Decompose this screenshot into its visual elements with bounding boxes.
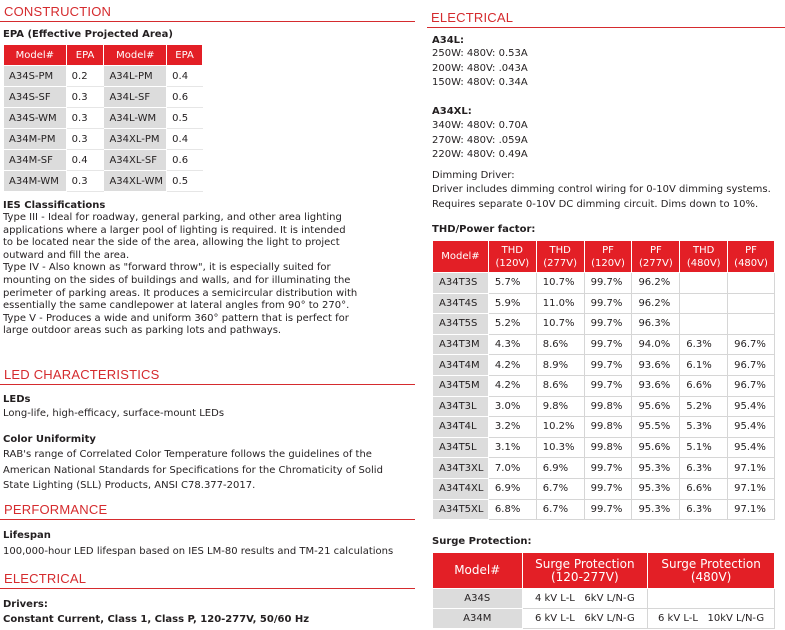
text-line: large outdoor areas such as parking lots and pathways. (3, 325, 282, 337)
epa-header-cell: EPA (66, 45, 104, 66)
text-line: 150W: 480V: 0.34A (432, 77, 528, 88)
surge-header-row (433, 553, 775, 589)
thd-value-cell: 8.6% (536, 375, 584, 396)
surge-row (433, 589, 775, 609)
epa-value-cell: 0.3 (66, 129, 104, 150)
thd-header-line: PF (745, 244, 757, 256)
thd-value-cell (728, 293, 775, 314)
construction-title: CONSTRUCTION (0, 3, 415, 22)
text-line: outward and fill the area. (3, 249, 130, 261)
thd-value-cell: 6.9% (536, 458, 584, 479)
text-line: 270W: 480V: .059A (432, 134, 528, 146)
thd-row (433, 293, 775, 314)
epa-value-cell: 0.5 (167, 171, 203, 192)
thd-value-cell: 4.3% (488, 334, 536, 355)
thd-row (433, 334, 775, 355)
epa-value-cell: 0.5 (167, 108, 203, 129)
thd-value-cell: 5.7% (488, 273, 536, 294)
thd-value-cell: 99.7% (584, 273, 632, 294)
text-line: 340W: 480V: 0.70A (432, 120, 528, 131)
thd-value-cell: 7.0% (488, 458, 536, 479)
thd-value-cell: 96.3% (632, 314, 680, 335)
epa-model-cell: A34L-WM (104, 108, 167, 129)
ies-heading: IES Classifications (3, 200, 106, 211)
thd-value-cell: 3.0% (488, 396, 536, 417)
thd-value-cell: 99.7% (584, 458, 632, 479)
thd-value-cell: 95.4% (728, 437, 775, 458)
thd-value-cell: 6.7% (536, 499, 584, 520)
thd-value-cell: 8.6% (536, 334, 584, 355)
thd-row (433, 417, 775, 438)
led-title: LED CHARACTERISTICS (0, 366, 415, 385)
surge-value-cell: 6 kV L-L 6kV L/N-G (522, 609, 648, 629)
thd-header-line: PF (602, 244, 614, 256)
thd-value-cell: 4.2% (488, 355, 536, 376)
surge-header-line: Surge Protection (661, 556, 761, 571)
text-line: 220W: 480V: 0.49A (432, 149, 528, 160)
epa-model-cell: A34S-SF (4, 87, 67, 108)
performance-title: PERFORMANCE (0, 501, 415, 520)
text-line: mounting on the sides of buildings and walls, and for illuminating the (3, 274, 351, 286)
epa-value-cell: 0.6 (167, 87, 203, 108)
color-uniformity-text (3, 447, 415, 494)
epa-value-cell: 0.3 (66, 171, 104, 192)
thd-value-cell: 95.6% (632, 437, 680, 458)
surge-table (432, 552, 775, 629)
thd-header-line: (277V) (639, 257, 673, 269)
thd-header-line: (120V) (591, 257, 625, 269)
thd-model-cell: A34T3L (433, 396, 489, 417)
thd-value-cell: 97.1% (728, 458, 775, 479)
surge-header-line: Model# (454, 563, 501, 577)
epa-table (3, 44, 203, 192)
surge-heading: Surge Protection: (432, 536, 532, 547)
text-line: State Lighting (SLL) Products, ANSI C78.377-2017. (3, 480, 256, 492)
thd-value-cell: 6.8% (488, 499, 536, 520)
thd-value-cell: 10.3% (536, 437, 584, 458)
text-line: Requires separate 0-10V DC dimming circuit. Dims down to 10%. (432, 198, 759, 210)
thd-value-cell: 97.1% (728, 499, 775, 520)
thd-header-line: Model# (441, 251, 480, 262)
thd-header-line: (277V) (543, 257, 578, 269)
epa-model-cell: A34XL-SF (104, 150, 167, 171)
thd-value-cell: 99.7% (584, 355, 632, 376)
thd-model-cell: A34T4XL (433, 478, 489, 499)
surge-header-cell (648, 553, 775, 589)
text-line: Type V - Produces a wide and uniform 360° pattern that is perfect for (3, 312, 349, 324)
epa-value-cell: 0.2 (66, 66, 104, 87)
thd-value-cell: 6.3% (680, 334, 728, 355)
thd-value-cell: 99.7% (584, 334, 632, 355)
thd-row (433, 478, 775, 499)
thd-model-cell: A34T3M (433, 334, 489, 355)
epa-model-cell: A34M-SF (4, 150, 67, 171)
epa-row (4, 66, 203, 87)
thd-header-cell (584, 241, 632, 273)
thd-value-cell: 11.0% (536, 293, 584, 314)
thd-value-cell: 96.2% (632, 273, 680, 294)
epa-header-cell: Model# (104, 45, 167, 66)
thd-row (433, 273, 775, 294)
thd-value-cell: 95.3% (632, 478, 680, 499)
text-line: Type III - Ideal for roadway, general parking, and other area lighting (3, 212, 342, 223)
thd-value-cell: 5.2% (680, 396, 728, 417)
thd-table (432, 240, 775, 520)
surge-model-cell: A34M (433, 609, 523, 629)
thd-header-row (433, 241, 775, 273)
thd-model-cell: A34T5M (433, 375, 489, 396)
epa-header-row (4, 45, 203, 66)
thd-value-cell: 5.9% (488, 293, 536, 314)
epa-model-cell: A34XL-PM (104, 129, 167, 150)
thd-value-cell: 6.6% (680, 375, 728, 396)
thd-model-cell: A34T4M (433, 355, 489, 376)
drivers-heading: Drivers: (3, 599, 48, 610)
thd-header-cell (433, 241, 489, 273)
epa-row (4, 129, 203, 150)
surge-value-cell: 4 kV L-L 6kV L/N-G (522, 589, 648, 609)
thd-value-cell: 93.6% (632, 375, 680, 396)
thd-value-cell: 5.3% (680, 417, 728, 438)
epa-value-cell: 0.4 (66, 150, 104, 171)
thd-value-cell: 5.1% (680, 437, 728, 458)
text-line: Type IV - Also known as "forward throw", it is especially suited for (3, 262, 331, 274)
thd-model-cell: A34T4L (433, 417, 489, 438)
thd-header-line: PF (649, 244, 662, 256)
epa-row (4, 108, 203, 129)
thd-header-line: THD (501, 244, 523, 256)
electrical-right-title: ELECTRICAL (427, 9, 785, 28)
epa-model-cell: A34S-PM (4, 66, 67, 87)
thd-value-cell: 99.8% (584, 437, 632, 458)
thd-row (433, 499, 775, 520)
thd-value-cell: 99.8% (584, 417, 632, 438)
thd-value-cell: 97.1% (728, 478, 775, 499)
thd-model-cell: A34T5XL (433, 499, 489, 520)
thd-value-cell: 99.7% (584, 375, 632, 396)
thd-value-cell: 6.3% (680, 458, 728, 479)
thd-value-cell: 99.7% (584, 314, 632, 335)
epa-model-cell: A34M-PM (4, 129, 67, 150)
thd-value-cell: 99.7% (584, 293, 632, 314)
epa-value-cell: 0.4 (167, 66, 203, 87)
electrical-left-title: ELECTRICAL (0, 570, 415, 589)
text-line: 200W: 480V: .043A (432, 62, 528, 74)
thd-heading: THD/Power factor: (432, 224, 536, 235)
surge-value-cell: 6 kV L-L 10kV L/N-G (648, 609, 775, 629)
thd-header-cell (680, 241, 728, 273)
ies-text (3, 212, 413, 338)
text-line: American National Standards for Specifications for the Chromaticity of Solid (3, 464, 383, 476)
thd-value-cell: 93.6% (632, 355, 680, 376)
thd-value-cell: 95.4% (728, 396, 775, 417)
thd-row (433, 458, 775, 479)
thd-row (433, 355, 775, 376)
thd-value-cell: 95.4% (728, 417, 775, 438)
epa-model-cell: A34L-SF (104, 87, 167, 108)
thd-value-cell: 95.5% (632, 417, 680, 438)
a34l-heading: A34L: (432, 35, 465, 46)
thd-value-cell: 8.9% (536, 355, 584, 376)
surge-header-line: Surge Protection (535, 556, 635, 571)
surge-header-cell (522, 553, 648, 589)
thd-value-cell (680, 314, 728, 335)
epa-header-cell: Model# (4, 45, 67, 66)
thd-row (433, 396, 775, 417)
dimming-text (432, 183, 771, 212)
epa-header-cell: EPA (167, 45, 203, 66)
epa-heading: EPA (Effective Projected Area) (3, 29, 173, 40)
thd-row (433, 375, 775, 396)
text-line: RAB's range of Correlated Color Temperature follows the guidelines of the (3, 449, 372, 460)
lifespan-heading: Lifespan (3, 530, 51, 541)
thd-value-cell: 3.2% (488, 417, 536, 438)
thd-header-line: THD (549, 244, 571, 256)
thd-header-line: (480V) (734, 257, 768, 269)
thd-model-cell: A34T3S (433, 273, 489, 294)
thd-model-cell: A34T3XL (433, 458, 489, 479)
surge-model-cell: A34S (433, 589, 523, 609)
thd-row (433, 314, 775, 335)
epa-row (4, 87, 203, 108)
epa-value-cell: 0.4 (167, 129, 203, 150)
thd-value-cell: 10.7% (536, 273, 584, 294)
thd-value-cell: 96.2% (632, 293, 680, 314)
lifespan-text: 100,000-hour LED lifespan based on IES LM-80 results and TM-21 calculations (3, 546, 394, 557)
leds-text: Long-life, high-efficacy, surface-mount LEDs (3, 408, 225, 419)
epa-model-cell: A34L-PM (104, 66, 167, 87)
a34xl-heading: A34XL: (432, 106, 472, 117)
thd-value-cell: 95.6% (632, 396, 680, 417)
thd-model-cell: A34T5L (433, 437, 489, 458)
thd-value-cell (680, 273, 728, 294)
epa-model-cell: A34S-WM (4, 108, 67, 129)
epa-value-cell: 0.3 (66, 87, 104, 108)
text-line: applications where a larger pool of lighting is required. It is intended (3, 224, 346, 236)
epa-row (4, 171, 203, 192)
thd-value-cell: 95.3% (632, 458, 680, 479)
thd-header-line: (120V) (495, 257, 530, 269)
epa-model-cell: A34M-WM (4, 171, 67, 192)
thd-row (433, 437, 775, 458)
thd-value-cell: 95.3% (632, 499, 680, 520)
thd-value-cell: 6.3% (680, 499, 728, 520)
epa-row (4, 150, 203, 171)
a34xl-values (432, 119, 528, 163)
thd-value-cell: 10.7% (536, 314, 584, 335)
thd-header-line: THD (693, 244, 715, 256)
thd-value-cell: 5.2% (488, 314, 536, 335)
thd-value-cell (680, 293, 728, 314)
surge-row (433, 609, 775, 629)
a34l-values (432, 47, 528, 91)
epa-value-cell: 0.6 (167, 150, 203, 171)
leds-heading: LEDs (3, 394, 31, 405)
thd-model-cell: A34T5S (433, 314, 489, 335)
thd-model-cell: A34T4S (433, 293, 489, 314)
thd-header-cell (536, 241, 584, 273)
thd-value-cell: 6.9% (488, 478, 536, 499)
thd-header-cell (728, 241, 775, 273)
thd-value-cell (728, 314, 775, 335)
thd-value-cell: 9.8% (536, 396, 584, 417)
thd-header-cell (632, 241, 680, 273)
thd-value-cell: 4.2% (488, 375, 536, 396)
thd-value-cell: 6.7% (536, 478, 584, 499)
thd-value-cell: 99.7% (584, 499, 632, 520)
thd-value-cell: 99.7% (584, 478, 632, 499)
text-line: to be located near the side of the area, allowing the light to project (3, 237, 340, 249)
epa-value-cell: 0.3 (66, 108, 104, 129)
thd-value-cell: 96.7% (728, 334, 775, 355)
drivers-text: Constant Current, Class 1, Class P, 120-277V, 50/60 Hz (3, 614, 310, 625)
thd-value-cell (728, 273, 775, 294)
thd-value-cell: 96.7% (728, 375, 775, 396)
thd-value-cell: 6.6% (680, 478, 728, 499)
thd-value-cell: 96.7% (728, 355, 775, 376)
color-uniformity-heading: Color Uniformity (3, 434, 96, 445)
thd-value-cell: 3.1% (488, 437, 536, 458)
thd-value-cell: 94.0% (632, 334, 680, 355)
thd-header-line: (480V) (686, 257, 721, 269)
surge-header-line: (480V) (690, 569, 732, 584)
thd-value-cell: 10.2% (536, 417, 584, 438)
surge-value-cell (648, 589, 775, 609)
thd-header-cell (488, 241, 536, 273)
text-line: essentially the same candlepower at lateral angles from 90° to 270°. (3, 300, 350, 312)
surge-header-line: (120-277V) (550, 569, 619, 584)
surge-header-cell (433, 553, 523, 589)
thd-value-cell: 99.8% (584, 396, 632, 417)
epa-model-cell: A34XL-WM (104, 171, 167, 192)
text-line: Driver includes dimming control wiring for 0-10V dimming systems. (432, 184, 771, 195)
text-line: 250W: 480V: 0.53A (432, 48, 528, 59)
thd-value-cell: 6.1% (680, 355, 728, 376)
dimming-heading: Dimming Driver: (432, 170, 515, 181)
text-line: perimeter of parking areas. It produces a semicircular distribution with (3, 287, 358, 299)
